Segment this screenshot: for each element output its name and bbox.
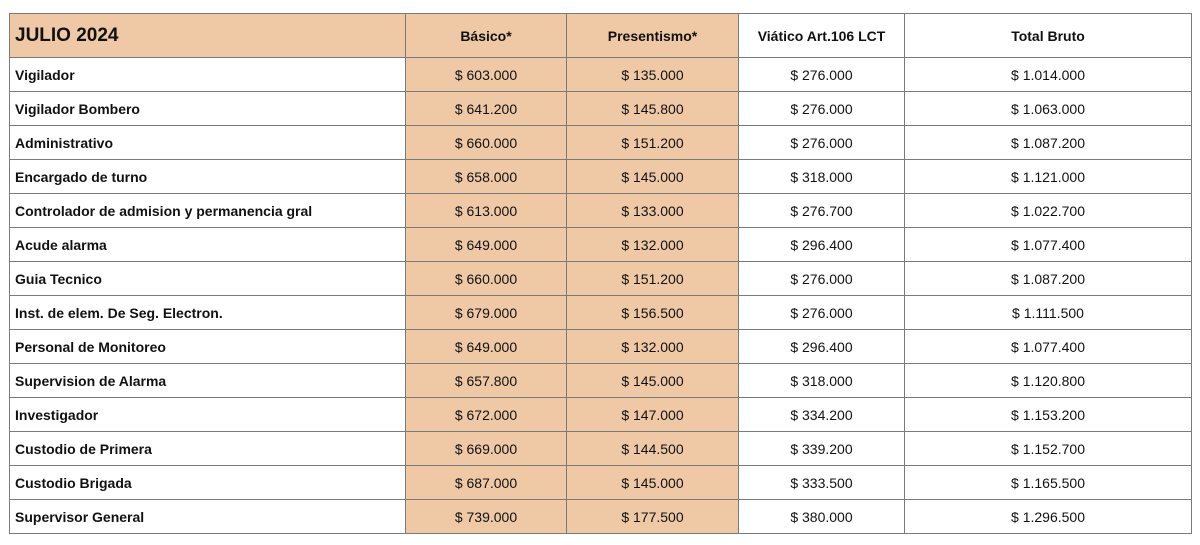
cell-total-bruto: $ 1.152.700 <box>905 432 1192 466</box>
table-row <box>10 160 1192 194</box>
cell-total-bruto: $ 1.296.500 <box>905 500 1192 534</box>
cell-presentismo: $ 151.200 <box>567 126 739 160</box>
cell-basico: $ 649.000 <box>406 330 567 364</box>
cell-presentismo: $ 151.200 <box>567 262 739 296</box>
table-body <box>10 58 1192 534</box>
cell-total-bruto: $ 1.063.000 <box>905 92 1192 126</box>
cell-position: Custodio Brigada <box>10 466 406 500</box>
cell-position: Vigilador Bombero <box>10 92 406 126</box>
cell-presentismo: $ 145.000 <box>567 160 739 194</box>
cell-position: Investigador <box>10 398 406 432</box>
cell-basico: $ 739.000 <box>406 500 567 534</box>
cell-presentismo: $ 145.000 <box>567 466 739 500</box>
cell-viatico: $ 276.000 <box>739 126 905 160</box>
cell-basico: $ 641.200 <box>406 92 567 126</box>
cell-basico: $ 679.000 <box>406 296 567 330</box>
cell-viatico: $ 276.000 <box>739 92 905 126</box>
cell-position: Supervisor General <box>10 500 406 534</box>
cell-presentismo: $ 156.500 <box>567 296 739 330</box>
cell-presentismo: $ 132.000 <box>567 228 739 262</box>
cell-basico: $ 672.000 <box>406 398 567 432</box>
cell-basico: $ 658.000 <box>406 160 567 194</box>
table-header <box>10 14 1192 58</box>
cell-basico: $ 603.000 <box>406 58 567 92</box>
cell-total-bruto: $ 1.087.200 <box>905 262 1192 296</box>
cell-viatico: $ 276.000 <box>739 296 905 330</box>
cell-presentismo: $ 177.500 <box>567 500 739 534</box>
cell-total-bruto: $ 1.077.400 <box>905 228 1192 262</box>
table-row <box>10 228 1192 262</box>
cell-total-bruto: $ 1.014.000 <box>905 58 1192 92</box>
cell-presentismo: $ 147.000 <box>567 398 739 432</box>
cell-total-bruto: $ 1.111.500 <box>905 296 1192 330</box>
table-row <box>10 500 1192 534</box>
cell-total-bruto: $ 1.022.700 <box>905 194 1192 228</box>
salary-table <box>9 13 1192 534</box>
cell-presentismo: $ 144.500 <box>567 432 739 466</box>
cell-viatico: $ 339.200 <box>739 432 905 466</box>
table-row <box>10 466 1192 500</box>
cell-viatico: $ 296.400 <box>739 330 905 364</box>
cell-basico: $ 613.000 <box>406 194 567 228</box>
cell-total-bruto: $ 1.087.200 <box>905 126 1192 160</box>
cell-basico: $ 657.800 <box>406 364 567 398</box>
cell-presentismo: $ 135.000 <box>567 58 739 92</box>
table-row <box>10 398 1192 432</box>
cell-position: Personal de Monitoreo <box>10 330 406 364</box>
cell-position: Acude alarma <box>10 228 406 262</box>
cell-viatico: $ 318.000 <box>739 364 905 398</box>
cell-basico: $ 687.000 <box>406 466 567 500</box>
header-row <box>10 14 1192 58</box>
cell-viatico: $ 276.000 <box>739 262 905 296</box>
cell-position: Guia Tecnico <box>10 262 406 296</box>
table-row <box>10 126 1192 160</box>
table-row <box>10 432 1192 466</box>
cell-viatico: $ 380.000 <box>739 500 905 534</box>
header-total-bruto: Total Bruto <box>905 14 1192 58</box>
cell-viatico: $ 318.000 <box>739 160 905 194</box>
table-row <box>10 364 1192 398</box>
cell-position: Custodio de Primera <box>10 432 406 466</box>
table-row <box>10 92 1192 126</box>
cell-basico: $ 669.000 <box>406 432 567 466</box>
table-row <box>10 330 1192 364</box>
cell-total-bruto: $ 1.165.500 <box>905 466 1192 500</box>
header-period: JULIO 2024 <box>10 14 406 58</box>
table-row <box>10 296 1192 330</box>
cell-viatico: $ 296.400 <box>739 228 905 262</box>
cell-total-bruto: $ 1.121.000 <box>905 160 1192 194</box>
header-presentismo: Presentismo* <box>567 14 739 58</box>
cell-total-bruto: $ 1.120.800 <box>905 364 1192 398</box>
cell-position: Encargado de turno <box>10 160 406 194</box>
cell-presentismo: $ 133.000 <box>567 194 739 228</box>
cell-position: Inst. de elem. De Seg. Electron. <box>10 296 406 330</box>
cell-position: Supervision de Alarma <box>10 364 406 398</box>
cell-viatico: $ 276.700 <box>739 194 905 228</box>
cell-basico: $ 660.000 <box>406 126 567 160</box>
table-row <box>10 58 1192 92</box>
cell-total-bruto: $ 1.153.200 <box>905 398 1192 432</box>
salary-table-container <box>9 13 1192 534</box>
cell-presentismo: $ 145.000 <box>567 364 739 398</box>
cell-presentismo: $ 132.000 <box>567 330 739 364</box>
cell-basico: $ 660.000 <box>406 262 567 296</box>
table-row <box>10 194 1192 228</box>
cell-total-bruto: $ 1.077.400 <box>905 330 1192 364</box>
table-row <box>10 262 1192 296</box>
cell-viatico: $ 333.500 <box>739 466 905 500</box>
header-basico: Básico* <box>406 14 567 58</box>
cell-viatico: $ 334.200 <box>739 398 905 432</box>
header-viatico: Viático Art.106 LCT <box>739 14 905 58</box>
cell-position: Administrativo <box>10 126 406 160</box>
cell-position: Vigilador <box>10 58 406 92</box>
cell-presentismo: $ 145.800 <box>567 92 739 126</box>
cell-basico: $ 649.000 <box>406 228 567 262</box>
cell-position: Controlador de admision y permanencia gral <box>10 194 406 228</box>
cell-viatico: $ 276.000 <box>739 58 905 92</box>
